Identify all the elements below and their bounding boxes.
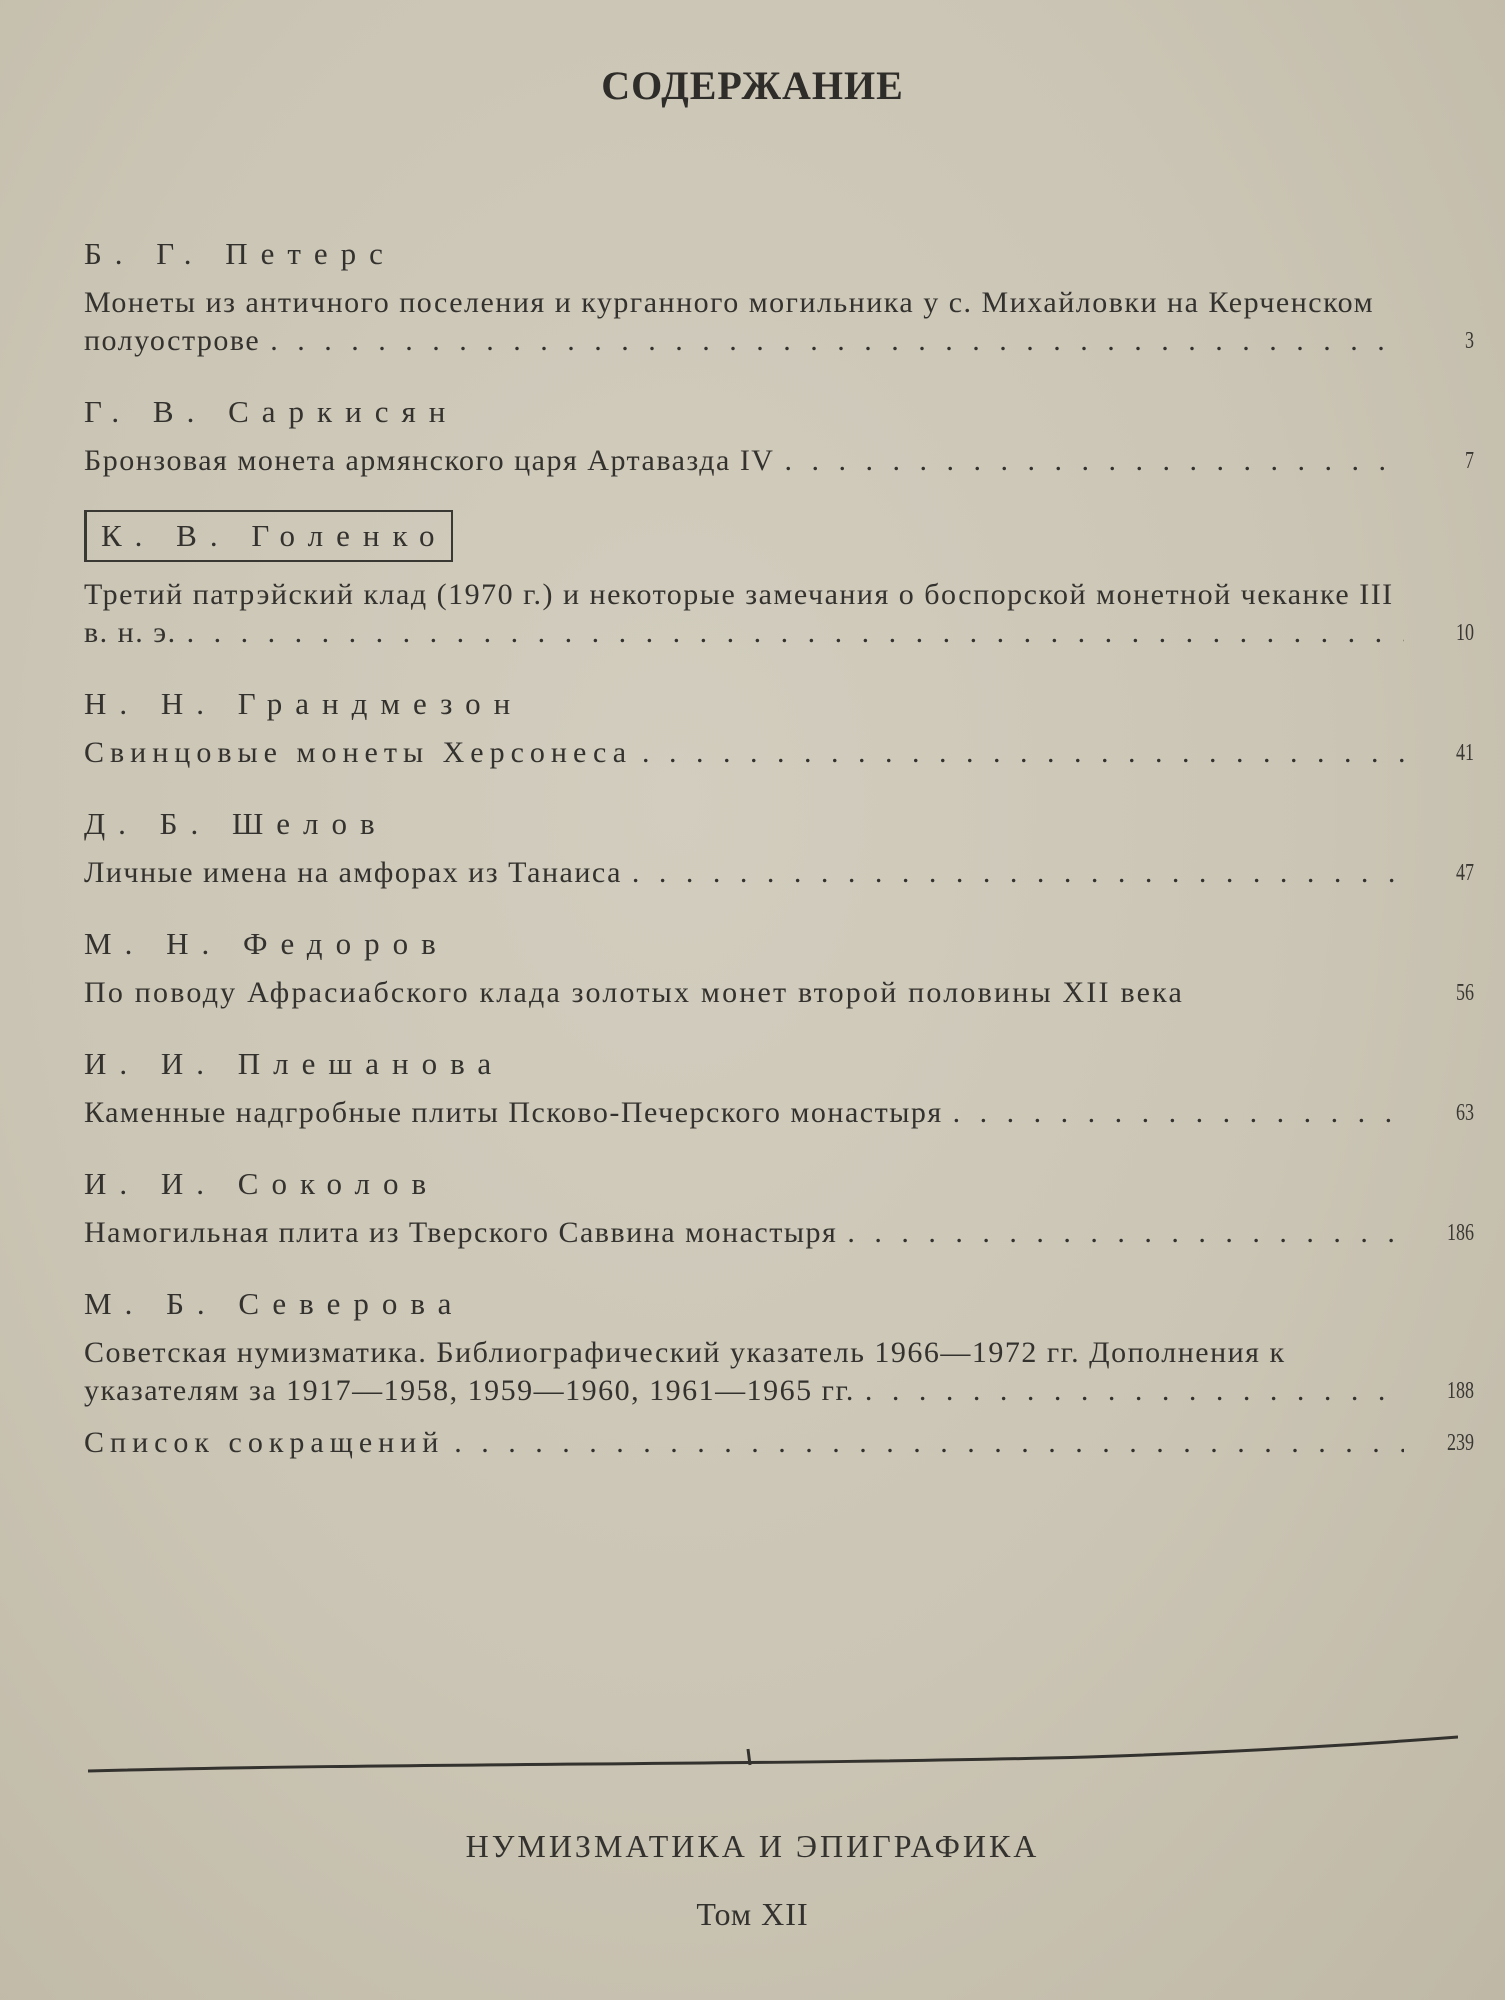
entry-page-number: 186 <box>1447 1220 1474 1246</box>
entry-title <box>84 1424 1404 1462</box>
entry-title <box>84 974 1404 1012</box>
toc-entry <box>84 1162 1474 1252</box>
entry-author: Б. Г. Петерс <box>84 236 396 271</box>
entry-title-text: Каменные надгробные плиты Псково-Печерского монастыря <box>84 1096 943 1129</box>
entry-author: Д. Б. Шелов <box>84 806 388 841</box>
entry-author: Г. В. Саркисян <box>84 394 459 429</box>
table-of-contents <box>84 232 1474 1492</box>
entry-page-number: 56 <box>1456 980 1474 1006</box>
entry-author: Н. Н. Грандмезон <box>84 686 524 721</box>
footer-series-title: НУМИЗМАТИКА И ЭПИГРАФИКА <box>465 1828 1040 1864</box>
entry-author-framed: К. В. Голенко <box>84 510 453 562</box>
toc-entry <box>84 1042 1474 1132</box>
entry-title-row <box>84 1214 1474 1252</box>
entry-page-number: 63 <box>1456 1100 1474 1126</box>
entry-page-number: 10 <box>1456 620 1474 646</box>
entry-title-row <box>84 734 1474 772</box>
entry-title-row <box>84 1094 1474 1132</box>
toc-entry <box>84 390 1474 480</box>
entry-title-text: Список сокращений <box>84 1426 445 1459</box>
entry-title-row <box>84 442 1474 480</box>
entry-title <box>84 1334 1404 1410</box>
entry-title-text: По поводу Афрасиабского клада золотых монет второй половины XII века <box>84 976 1184 1009</box>
entry-title-row <box>84 1424 1474 1462</box>
entry-author: М. Б. Северова <box>84 1286 465 1321</box>
entry-title-text: Третий патрэйский клад (1970 г.) и некоторые замечания о боспорской монетной чеканке III в. н. э. <box>84 578 1394 649</box>
entry-title-row <box>84 576 1474 652</box>
entry-page-number: 239 <box>1447 1430 1474 1456</box>
entry-title <box>84 576 1404 652</box>
toc-entry <box>84 232 1474 360</box>
entry-title-text: Советская нумизматика. Библиографический указатель 1966—1972 гг. Дополнения к указателям за 1917—1958, 1959—1960, 1961—1965 гг. <box>84 1336 1286 1407</box>
entry-author: М. Н. Федоров <box>84 926 449 961</box>
entry-page-number: 7 <box>1465 448 1474 474</box>
entry-author: И. И. Плешанова <box>84 1046 505 1081</box>
entry-author: И. И. Соколов <box>84 1166 440 1201</box>
footer-rule <box>88 1735 1458 1775</box>
page-title: СОДЕРЖАНИЕ <box>601 63 904 108</box>
entry-title <box>84 854 1404 892</box>
entry-title-row <box>84 974 1474 1012</box>
entry-title-text: Свинцовые монеты Херсонеса <box>84 736 633 769</box>
entry-title-row <box>84 854 1474 892</box>
entry-title-row <box>84 1334 1474 1410</box>
toc-entry <box>84 682 1474 772</box>
entry-title-text: Монеты из античного поселения и курганного могильника у с. Михайловки на Керченском полуострове <box>84 286 1375 357</box>
footer-volume: Том XII <box>696 1896 809 1932</box>
entry-title <box>84 734 1404 772</box>
entry-title <box>84 1094 1404 1132</box>
entry-title-row <box>84 284 1474 360</box>
entry-page-number: 41 <box>1456 740 1474 766</box>
entry-page-number: 3 <box>1465 328 1474 354</box>
toc-entry <box>84 510 1474 652</box>
entry-title <box>84 1214 1404 1252</box>
entry-page-number: 47 <box>1456 860 1474 886</box>
entry-page-number: 188 <box>1447 1378 1474 1404</box>
toc-entry-abbreviations <box>84 1424 1474 1462</box>
toc-entry <box>84 1282 1474 1410</box>
entry-title-text: Бронзовая монета армянского царя Артавазда IV <box>84 444 775 477</box>
entry-title-text: Намогильная плита из Тверского Саввина монастыря <box>84 1216 838 1249</box>
toc-entry <box>84 922 1474 1012</box>
entry-title <box>84 442 1404 480</box>
entry-title <box>84 284 1404 360</box>
toc-entry <box>84 802 1474 892</box>
entry-title-text: Личные имена на амфорах из Танаиса <box>84 856 622 889</box>
